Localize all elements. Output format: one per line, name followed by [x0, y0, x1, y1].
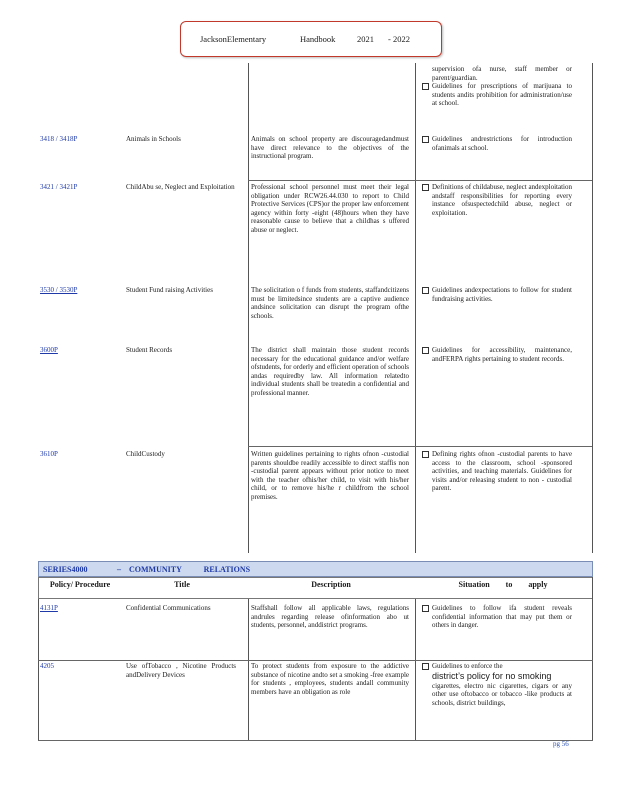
continued-situations	[422, 65, 572, 108]
series-heading	[38, 561, 593, 577]
col-header-situation: Situation to apply	[458, 580, 548, 589]
year-start: 2021	[357, 34, 374, 44]
situation-bullet: Defining rights ofnon -custodial parents to have access to the classroom, school -sponsored activities, and teaching materials. Guidelines for visits and/or releasing student to non - custodial parent.	[422, 450, 572, 493]
situation-bullet	[422, 662, 572, 707]
policy-situation	[422, 450, 572, 493]
policy-situation	[422, 604, 572, 630]
situation-tail: cigarettes, electro nic cigarettes, cigars or any other use oftobacco or tobacco -like products at schools, district buildings,	[432, 681, 572, 707]
col-divider	[592, 577, 593, 741]
policy-code-link[interactable]: 4131P	[40, 604, 58, 612]
table-header-row	[38, 577, 593, 599]
policy-title: Student Fund raising Activities	[126, 286, 213, 294]
policy-description: The solicitation o f funds from students, staffandcitizens must be limitedsince students are a captive audience andsince solicitation can disrupt the program ofthe schools.	[251, 286, 409, 320]
page-number: pg 56	[553, 740, 569, 748]
policy-description: To protect students from exposure to the addictive substance of nicotine andto set a smoking -free example for students , employees, students andall community members have an obligation as role	[251, 662, 409, 696]
policy-code-link[interactable]: 3600P	[40, 346, 58, 354]
year-end: - 2022	[388, 34, 410, 44]
row-divider	[248, 446, 592, 447]
col-divider	[592, 63, 593, 553]
policy-title: ChildAbu se, Neglect and Exploitation	[126, 183, 235, 191]
situation-bullet: Guidelines to follow ifa student reveals confidential information that may put them or others in danger.	[422, 604, 572, 630]
col-header-policy: Policy/ Procedure	[49, 580, 111, 589]
situation-bullet: Guidelines andexpectations to follow for student fundraising activities.	[422, 286, 572, 303]
situation-bullet: Definitions of childabuse, neglect andexploitation andstaff responsibilities for reporting every instance ofsuspectedchild abuse, neglect or exploitation.	[422, 183, 572, 217]
col-header-title: Title	[174, 580, 190, 589]
series-4000-section	[38, 561, 593, 741]
policy-situation	[422, 286, 572, 303]
policy-title: Student Records	[126, 346, 173, 354]
col-divider	[248, 599, 249, 741]
series-code: SERIES4000	[43, 565, 88, 574]
col-divider	[415, 63, 416, 553]
policy-description: The district shall maintain those student records necessary for the educational guidance and/or welfare ofstudents, for orderly and efficient operation of schools andas requiredby law. All information relatedto individual students shall be treatedin a confidential and professional manner.	[251, 346, 409, 397]
policy-code[interactable]: 3421 / 3421P	[40, 183, 78, 191]
policy-code[interactable]: 3610P	[40, 450, 58, 458]
policy-situation	[422, 183, 572, 217]
policy-code[interactable]: 4205	[40, 662, 54, 670]
col-divider	[248, 63, 249, 553]
col-divider	[38, 599, 39, 741]
row-divider	[38, 660, 593, 661]
policy-description: Staffshall follow all applicable laws, regulations andrules regarding release ofinformation abo ut students, personnel, anddistrict programs.	[251, 604, 409, 630]
row-divider	[248, 180, 592, 181]
policy-situation	[422, 135, 572, 152]
handbook-header	[180, 21, 442, 57]
situation-lead: Guidelines to enforce the	[432, 662, 503, 670]
col-divider	[415, 599, 416, 741]
policy-table-upper	[38, 63, 593, 553]
series-name: COMMUNITY RELATIONS	[129, 565, 251, 574]
col-header-description: Description	[311, 580, 351, 589]
policy-title: Confidential Communications	[126, 604, 211, 612]
continued-text: supervision ofa nurse, staff member or parent/guardian.	[432, 65, 572, 82]
policy-description: Animals on school property are discouragedandmust have direct relevance to the objectives of the instructional program.	[251, 135, 409, 161]
continued-bullet: Guidelines for prescriptions of marijuana to students andits prohibition for administration/use at school.	[422, 82, 572, 108]
situation-bullet: Guidelines for accessibility, maintenance, andFERPA rights pertaining to student records.	[422, 346, 572, 363]
situation-bullet: Guidelines andrestrictions for introduction ofanimals at school.	[422, 135, 572, 152]
policy-situation	[422, 662, 572, 707]
policy-situation	[422, 346, 572, 363]
policy-description: Professional school personnel must meet their legal obligation under RCW26.44.030 to report to Child Protective Services (CPS)or the proper law enforcement agency within forty -eight (48)hours when they have reasonable cause to believe that a childhas s uffered abuse or neglect.	[251, 183, 409, 234]
policy-description: Written guidelines pertaining to rights ofnon -custodial parents shouldbe readily accessible to direct staffis non -custodial parent appears without prior notice to meet with the teacher ofhis/her child, to visit with his/her child, or to remove his/he r childfrom the school premises.	[251, 450, 409, 501]
policy-title: Use ofTobacco , Nicotine Products andDelivery Devices	[126, 662, 236, 679]
series-dash: –	[117, 565, 121, 574]
school-name: JacksonElementary	[200, 34, 267, 44]
policy-code[interactable]: 3418 / 3418P	[40, 135, 78, 143]
policy-title: ChildCustody	[126, 450, 165, 458]
doc-name: Handbook	[300, 34, 336, 44]
row-divider	[38, 740, 593, 741]
policy-code-link[interactable]: 3530 / 3530P	[40, 286, 78, 294]
policy-title: Animals in Schools	[126, 135, 181, 143]
situation-emphasis: district’s policy for no smoking	[432, 670, 552, 681]
